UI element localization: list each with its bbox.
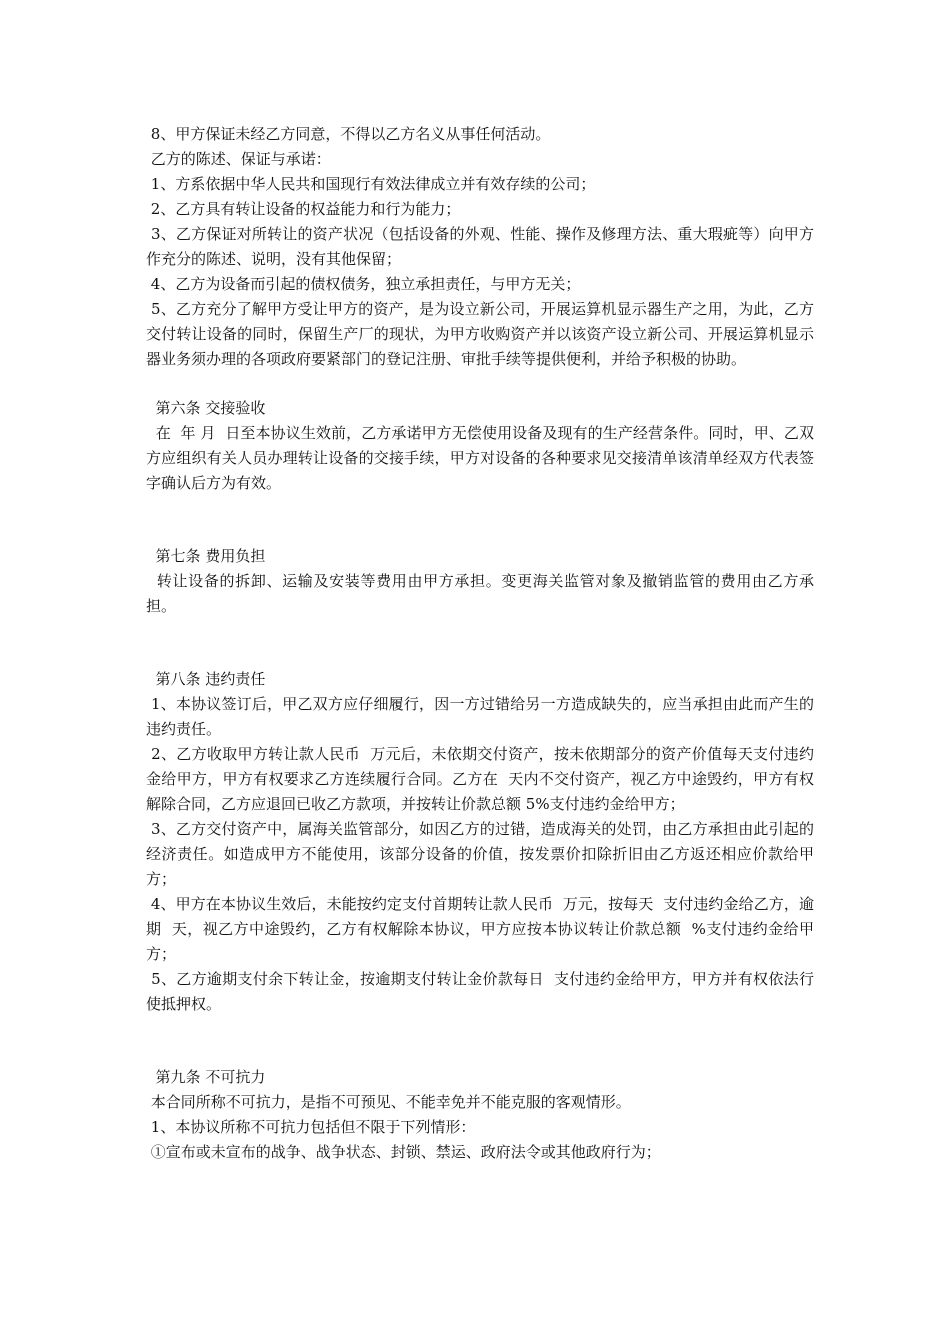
article-6-title: 第六条 交接验收 <box>146 399 266 417</box>
article-9-item-1: ①宣布或未宣布的战争、战争状态、封锁、禁运、政府法令或其他政府行为； <box>146 1143 661 1161</box>
article-9-clause-1: 1、本协议所称不可抗力包括但不限于下列情形： <box>146 1118 476 1136</box>
article-8-title: 第八条 违约责任 <box>146 670 266 688</box>
clause-party-a-8: 8、甲方保证未经乙方同意，不得以乙方名义从事任何活动。 <box>146 125 551 143</box>
article-7-body: 转让设备的拆卸、运输及安装等费用由甲方承担。变更海关监管对象及撤销监管的费用由乙方承担。 <box>146 572 814 615</box>
clause-party-b-5: 5、乙方充分了解甲方受让甲方的资产，是为设立新公司，开展运算机显示器生产之用，为此，乙方交付转让设备的同时，保留生产厂的现状，为甲方收购资产并以该资产设立新公司、开展运算机显示器业务须办理的各项政府要紧部门的登记注册、审批手续等提供便利，并给予积极的协助。 <box>146 300 814 368</box>
spacer <box>146 1017 814 1065</box>
article-8-clause-4: 4、甲方在本协议生效后，未能按约定支付首期转让款人民币 万元，按每天 支付违约金给乙方，逾期 天，视乙方中途毁约，乙方有权解除本协议，甲方应按本协议转让价款总额 %支付违约金给甲方； <box>146 895 814 963</box>
article-6-body: 在 年 月 日至本协议生效前，乙方承诺甲方无偿使用设备及现有的生产经营条件。同时，甲、乙双方应组织有关人员办理转让设备的交接手续，甲方对设备的各种要求见交接清单该清单经双方代表签字确认后方为有效。 <box>146 424 814 492</box>
article-9-title: 第九条 不可抗力 <box>146 1068 266 1086</box>
clause-party-b-4: 4、乙方为设备而引起的债权债务，独立承担责任，与甲方无关； <box>146 275 581 293</box>
spacer <box>146 619 814 667</box>
article-8-clause-1: 1、本协议签订后，甲乙双方应仔细履行，因一方过错给另一方造成缺失的，应当承担由此而产生的违约责任。 <box>146 695 814 738</box>
clause-party-b-3: 3、乙方保证对所转让的资产状况（包括设备的外观、性能、操作及修理方法、重大瑕疵等）向甲方作充分的陈述、说明，没有其他保留； <box>146 225 814 268</box>
article-8-clause-3: 3、乙方交付资产中，属海关监管部分，如因乙方的过错，造成海关的处罚，由乙方承担由此引起的经济责任。如造成甲方不能使用，该部分设备的价值，按发票价扣除折旧由乙方返还相应价款给甲方； <box>146 820 814 888</box>
spacer <box>146 496 814 544</box>
article-7-title: 第七条 费用负担 <box>146 547 266 565</box>
document-body <box>146 122 814 1165</box>
spacer <box>146 372 814 396</box>
article-9-definition: 本合同所称不可抗力，是指不可预见、不能幸免并不能克服的客观情形。 <box>146 1093 631 1111</box>
article-8-clause-2: 2、乙方收取甲方转让款人民币 万元后，未依期交付资产，按未依期部分的资产价值每天支付违约金给甲方，甲方有权要求乙方连续履行合同。乙方在 天内不交付资产，视乙方中途毁约，甲方有权解除合同，乙方应退回已收乙方款项，并按转让价款总额 5%支付违约金给甲方； <box>146 745 814 813</box>
party-b-heading: 乙方的陈述、保证与承诺： <box>146 150 331 168</box>
article-8-clause-5: 5、乙方逾期支付余下转让金，按逾期支付转让金价款每日 支付违约金给甲方，甲方并有权依法行使抵押权。 <box>146 970 814 1013</box>
clause-party-b-2: 2、乙方具有转让设备的权益能力和行为能力； <box>146 200 461 218</box>
clause-party-b-1: 1、方系依据中华人民共和国现行有效法律成立并有效存续的公司； <box>146 175 596 193</box>
